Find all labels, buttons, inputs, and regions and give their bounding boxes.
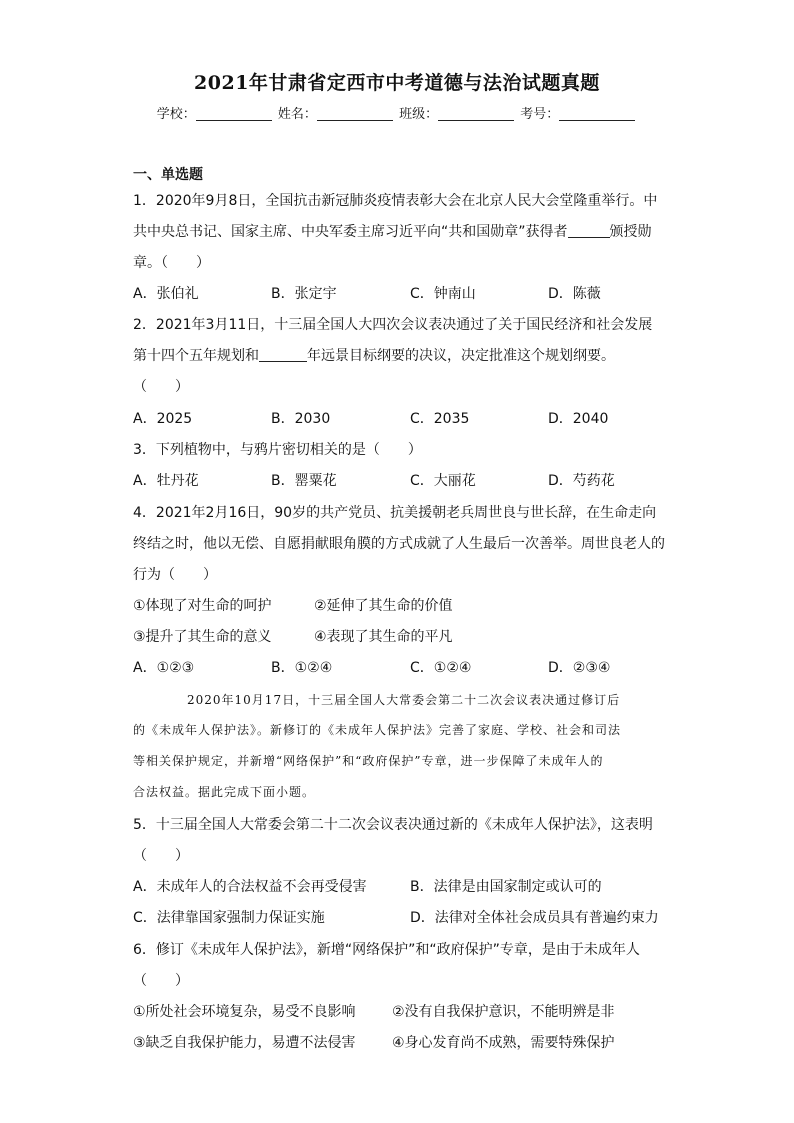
q4-statement-2: ②延伸了其生命的价值 [314,598,453,614]
section-heading: 一、单选题 [133,167,203,183]
question-2-line-3: （ ） [133,379,189,395]
question-2-line-1: 2．2021年3月11日，十三届全国人大四次会议表决通过了关于国民经济和社会发展 [133,317,653,333]
passage-line-3: 等相关保护规定，并新增“网络保护”和“政府保护”专章，进一步保障了未成年人的 [133,754,604,768]
q4-statement-1: ①体现了对生命的呵护 [133,598,272,614]
question-4-line-1: 4．2021年2月16日，90岁的共产党员、抗美援朝老兵周世良与世长辞，在生命走向 [133,505,657,521]
class-label: 班级： [399,107,439,122]
q4-option-b[interactable]: B．①②④ [271,660,333,676]
exam-no-label: 考号： [520,107,560,122]
q1-option-d[interactable]: D．陈薇 [548,286,601,302]
q3-option-c[interactable]: C．大丽花 [410,473,476,489]
question-5-line-1: 5．十三届全国人大常委会第二十二次会议表决通过新的《未成年人保护法》，这表明 [133,817,653,833]
q5-option-b[interactable]: B．法律是由国家制定或认可的 [410,879,602,895]
answer-blank [568,223,610,238]
q6-statement-4: ④身心发育尚不成熟，需要特殊保护 [392,1035,615,1051]
q5-option-a[interactable]: A．未成年人的合法权益不会再受侵害 [133,879,367,895]
q2-option-c[interactable]: C．2035 [410,411,470,427]
school-blank[interactable] [196,106,272,121]
school-label: 学校： [156,107,196,122]
question-4-line-2: 终结之时，他以无偿、自愿捐献眼角膜的方式成就了人生最后一次善举。周世良老人的 [133,536,665,552]
question-6-line-1: 6．修订《未成年人保护法》，新增“网络保护”和“政府保护”专章，是由于未成年人 [133,942,640,958]
passage-line-1: 2020年10月17日，十三届全国人大常委会第二十二次会议表决通过修订后 [187,693,621,707]
name-blank[interactable] [317,106,393,121]
page-title: 2021年甘肃省定西市中考道德与法治试题真题 [194,72,600,94]
q1-option-c[interactable]: C．钟南山 [410,286,476,302]
q5-option-c[interactable]: C．法律靠国家强制力保证实施 [133,910,325,926]
q6-statement-2: ②没有自我保护意识，不能明辨是非 [392,1004,615,1020]
question-1-line-2: 共中央总书记、国家主席、中央军委主席习近平向“共和国勋章”获得者 颁授勋 [133,224,652,240]
exam-no-blank[interactable] [559,106,635,121]
q2-option-d[interactable]: D．2040 [548,411,609,427]
question-6-line-2: （ ） [133,973,189,989]
q2-option-b[interactable]: B．2030 [271,411,331,427]
q3-option-b[interactable]: B．罂粟花 [271,473,337,489]
q4-statement-4: ④表现了其生命的平凡 [314,629,453,645]
question-1-line-1: 1．2020年9月8日，全国抗击新冠肺炎疫情表彰大会在北京人民大会堂隆重举行。中 [133,193,658,209]
question-4-line-3: 行为（ ） [133,567,217,583]
student-info-line [0,103,794,122]
q4-statement-3: ③提升了其生命的意义 [133,629,272,645]
q3-option-d[interactable]: D．芍药花 [548,473,615,489]
q2-option-a[interactable]: A．2025 [133,411,193,427]
q5-option-d[interactable]: D．法律对全体社会成员具有普遍约束力 [410,910,659,926]
question-5-line-2: （ ） [133,848,189,864]
question-2-line-2: 第十四个五年规划和 年远景目标纲要的决议，决定批准这个规划纲要。 [133,348,615,364]
q3-option-a[interactable]: A．牡丹花 [133,473,199,489]
class-blank[interactable] [438,106,514,121]
passage-line-4: 合法权益。据此完成下面小题。 [133,785,316,799]
answer-blank [259,347,307,362]
question-3-line-1: 3．下列植物中，与鸦片密切相关的是（ ） [133,442,422,458]
q6-statement-1: ①所处社会环境复杂，易受不良影响 [133,1004,356,1020]
q4-option-c[interactable]: C．①②④ [410,660,472,676]
q4-option-d[interactable]: D．②③④ [548,660,611,676]
passage-line-2: 的《未成年人保护法》。新修订的《未成年人保护法》完善了家庭、学校、社会和司法 [133,723,622,737]
q4-option-a[interactable]: A．①②③ [133,660,195,676]
q6-statement-3: ③缺乏自我保护能力，易遭不法侵害 [133,1035,356,1051]
q1-option-b[interactable]: B．张定宇 [271,286,337,302]
name-label: 姓名： [277,107,317,122]
q1-option-a[interactable]: A．张伯礼 [133,286,199,302]
question-1-line-3: 章。（ ） [133,255,210,271]
